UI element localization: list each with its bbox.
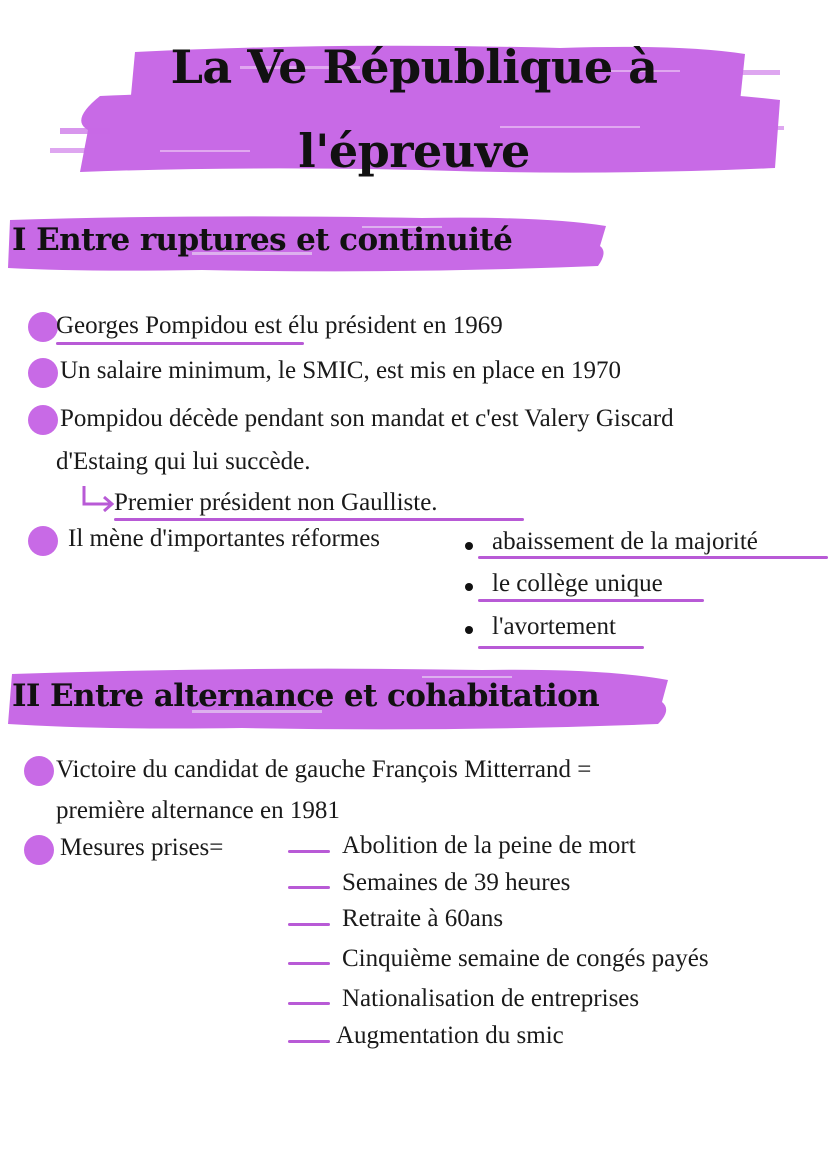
item-pompidou <box>56 312 503 340</box>
dash-icon <box>288 1040 330 1043</box>
dash-icon <box>288 886 330 889</box>
bullet-icon <box>465 626 473 634</box>
bullet-dot-icon <box>28 312 58 342</box>
dash-icon <box>288 850 330 853</box>
measure-item: Nationalisation de entreprises <box>342 985 640 1012</box>
measure-item: Retraite à 60ans <box>342 905 504 932</box>
reform-avortement: l'avortement <box>492 613 616 640</box>
item-giscard-line2: d'Estaing qui lui succède. <box>56 448 311 475</box>
dash-icon <box>288 923 330 926</box>
item-smic: Un salaire minimum, le SMIC, est mis en place en 1970 <box>60 357 622 384</box>
bullet-dot-icon <box>28 405 58 435</box>
underline <box>478 556 828 559</box>
measure-item: Abolition de la peine de mort <box>342 832 636 859</box>
bullet-icon <box>465 542 473 550</box>
bullet-dot-icon <box>24 756 54 786</box>
item-giscard-line1: Pompidou décède pendant son mandat et c'est Valery Giscard <box>60 405 674 432</box>
item-pompidou-name: Georges Pompidou <box>56 312 248 339</box>
underline <box>478 646 644 649</box>
underline <box>478 599 704 602</box>
reform-majorite: abaissement de la majorité <box>492 528 758 555</box>
measures-label: Mesures prises= <box>60 834 224 861</box>
item-non-gaulliste: Premier président non Gaulliste. <box>114 489 438 516</box>
section1-heading: I Entre ruptures et continuité <box>12 222 513 258</box>
page-title-line-1: La Ve République à <box>170 40 658 94</box>
item-reformes: Il mène d'importantes réformes <box>68 525 381 552</box>
page-title-line-2: l'épreuve <box>298 124 530 178</box>
measure-item: Augmentation du smic <box>336 1022 564 1049</box>
measure-item: Semaines de 39 heures <box>342 869 571 896</box>
bullet-dot-icon <box>28 358 58 388</box>
arrow-right-icon <box>80 484 116 516</box>
bullet-dot-icon <box>24 835 54 865</box>
bullet-dot-icon <box>28 526 58 556</box>
dash-icon <box>288 1002 330 1005</box>
measure-item: Cinquième semaine de congés payés <box>342 945 709 972</box>
section2-heading: II Entre alternance et cohabitation <box>12 678 600 714</box>
dash-icon <box>288 962 330 965</box>
reform-college: le collège unique <box>492 570 663 597</box>
item-pompidou-rest: est élu président en 1969 <box>247 312 503 339</box>
bullet-icon <box>465 583 473 591</box>
underline <box>56 342 304 345</box>
item-victoire-line1: Victoire du candidat de gauche François Mitterrand = <box>56 756 592 783</box>
underline <box>114 518 524 521</box>
item-victoire-line2: première alternance en 1981 <box>56 797 340 824</box>
